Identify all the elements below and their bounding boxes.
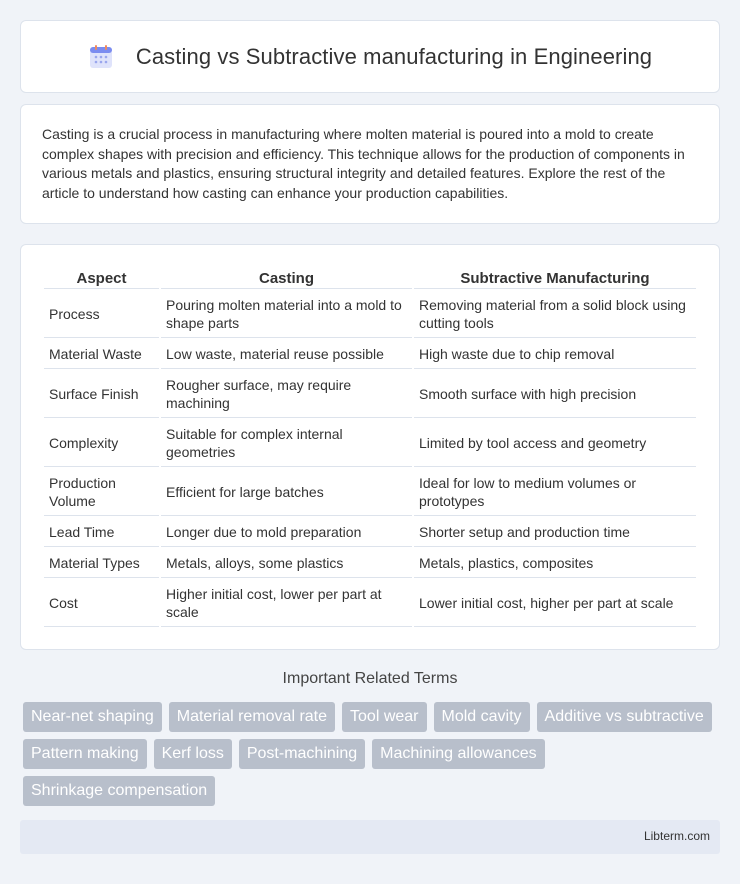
aspect-cell: Complexity [44,420,159,467]
page-title: Casting vs Subtractive manufacturing in Engineering [135,43,653,69]
subtractive-cell: Shorter setup and production time [414,518,696,547]
related-terms-list [23,702,723,806]
table-row [44,340,696,369]
casting-cell: Efficient for large batches [161,469,412,516]
aspect-cell: Lead Time [44,518,159,547]
comparison-table [42,265,698,629]
related-terms-title: Important Related Terms [282,670,458,687]
header-aspect: Aspect [44,267,159,289]
comparison-table-card [20,244,720,650]
aspect-cell: Process [44,291,159,338]
casting-cell: Metals, alloys, some plastics [161,549,412,578]
aspect-cell: Material Waste [44,340,159,369]
tag-machining-allowances[interactable]: Machining allowances [372,739,545,769]
tag-near-net-shaping[interactable]: Near-net shaping [23,702,162,732]
table-row [44,420,696,467]
aspect-cell: Material Types [44,549,159,578]
casting-cell: Low waste, material reuse possible [161,340,412,369]
subtractive-cell: High waste due to chip removal [414,340,696,369]
tag-kerf-loss[interactable]: Kerf loss [154,739,232,769]
intro-text: Casting is a crucial process in manufacturing where molten material is poured into a mold to create complex shapes with precision and efficiency. This technique allows for the production of components in various metals and plastics, ensuring structural integrity and detailed features. Explore the rest of the article to understand how casting can enhance your production capabilities. [42,126,685,201]
footer [20,820,720,854]
table-row [44,291,696,338]
tag-additive-vs-subtractive[interactable]: Additive vs subtractive [537,702,712,732]
tag-shrinkage-compensation[interactable]: Shrinkage compensation [23,776,215,806]
header-casting: Casting [161,267,412,289]
subtractive-cell: Limited by tool access and geometry [414,420,696,467]
table-row [44,580,696,627]
header-card [20,20,720,93]
tag-pattern-making[interactable]: Pattern making [23,739,147,769]
tag-post-machining[interactable]: Post-machining [239,739,365,769]
table-row [44,549,696,578]
tag-material-removal-rate[interactable]: Material removal rate [169,702,335,732]
aspect-cell: Surface Finish [44,371,159,418]
footer-site-link[interactable]: Libterm.com [643,829,710,843]
tag-mold-cavity[interactable]: Mold cavity [434,702,530,732]
subtractive-cell: Metals, plastics, composites [414,549,696,578]
header-subtractive: Subtractive Manufacturing [414,267,696,289]
table-header-row [44,267,696,289]
table-row [44,518,696,547]
intro-card [20,104,720,224]
table-row [44,371,696,418]
casting-cell: Rougher surface, may require machining [161,371,412,418]
aspect-cell: Cost [44,580,159,627]
casting-cell: Longer due to mold preparation [161,518,412,547]
subtractive-cell: Ideal for low to medium volumes or prototypes [414,469,696,516]
aspect-cell: Production Volume [44,469,159,516]
subtractive-cell: Lower initial cost, higher per part at scale [414,580,696,627]
tag-tool-wear[interactable]: Tool wear [342,702,426,732]
casting-cell: Pouring molten material into a mold to shape parts [161,291,412,338]
subtractive-cell: Smooth surface with high precision [414,371,696,418]
subtractive-cell: Removing material from a solid block using cutting tools [414,291,696,338]
casting-cell: Higher initial cost, lower per part at scale [161,580,412,627]
calendar-grid-icon [88,44,114,70]
casting-cell: Suitable for complex internal geometries [161,420,412,467]
table-row [44,469,696,516]
